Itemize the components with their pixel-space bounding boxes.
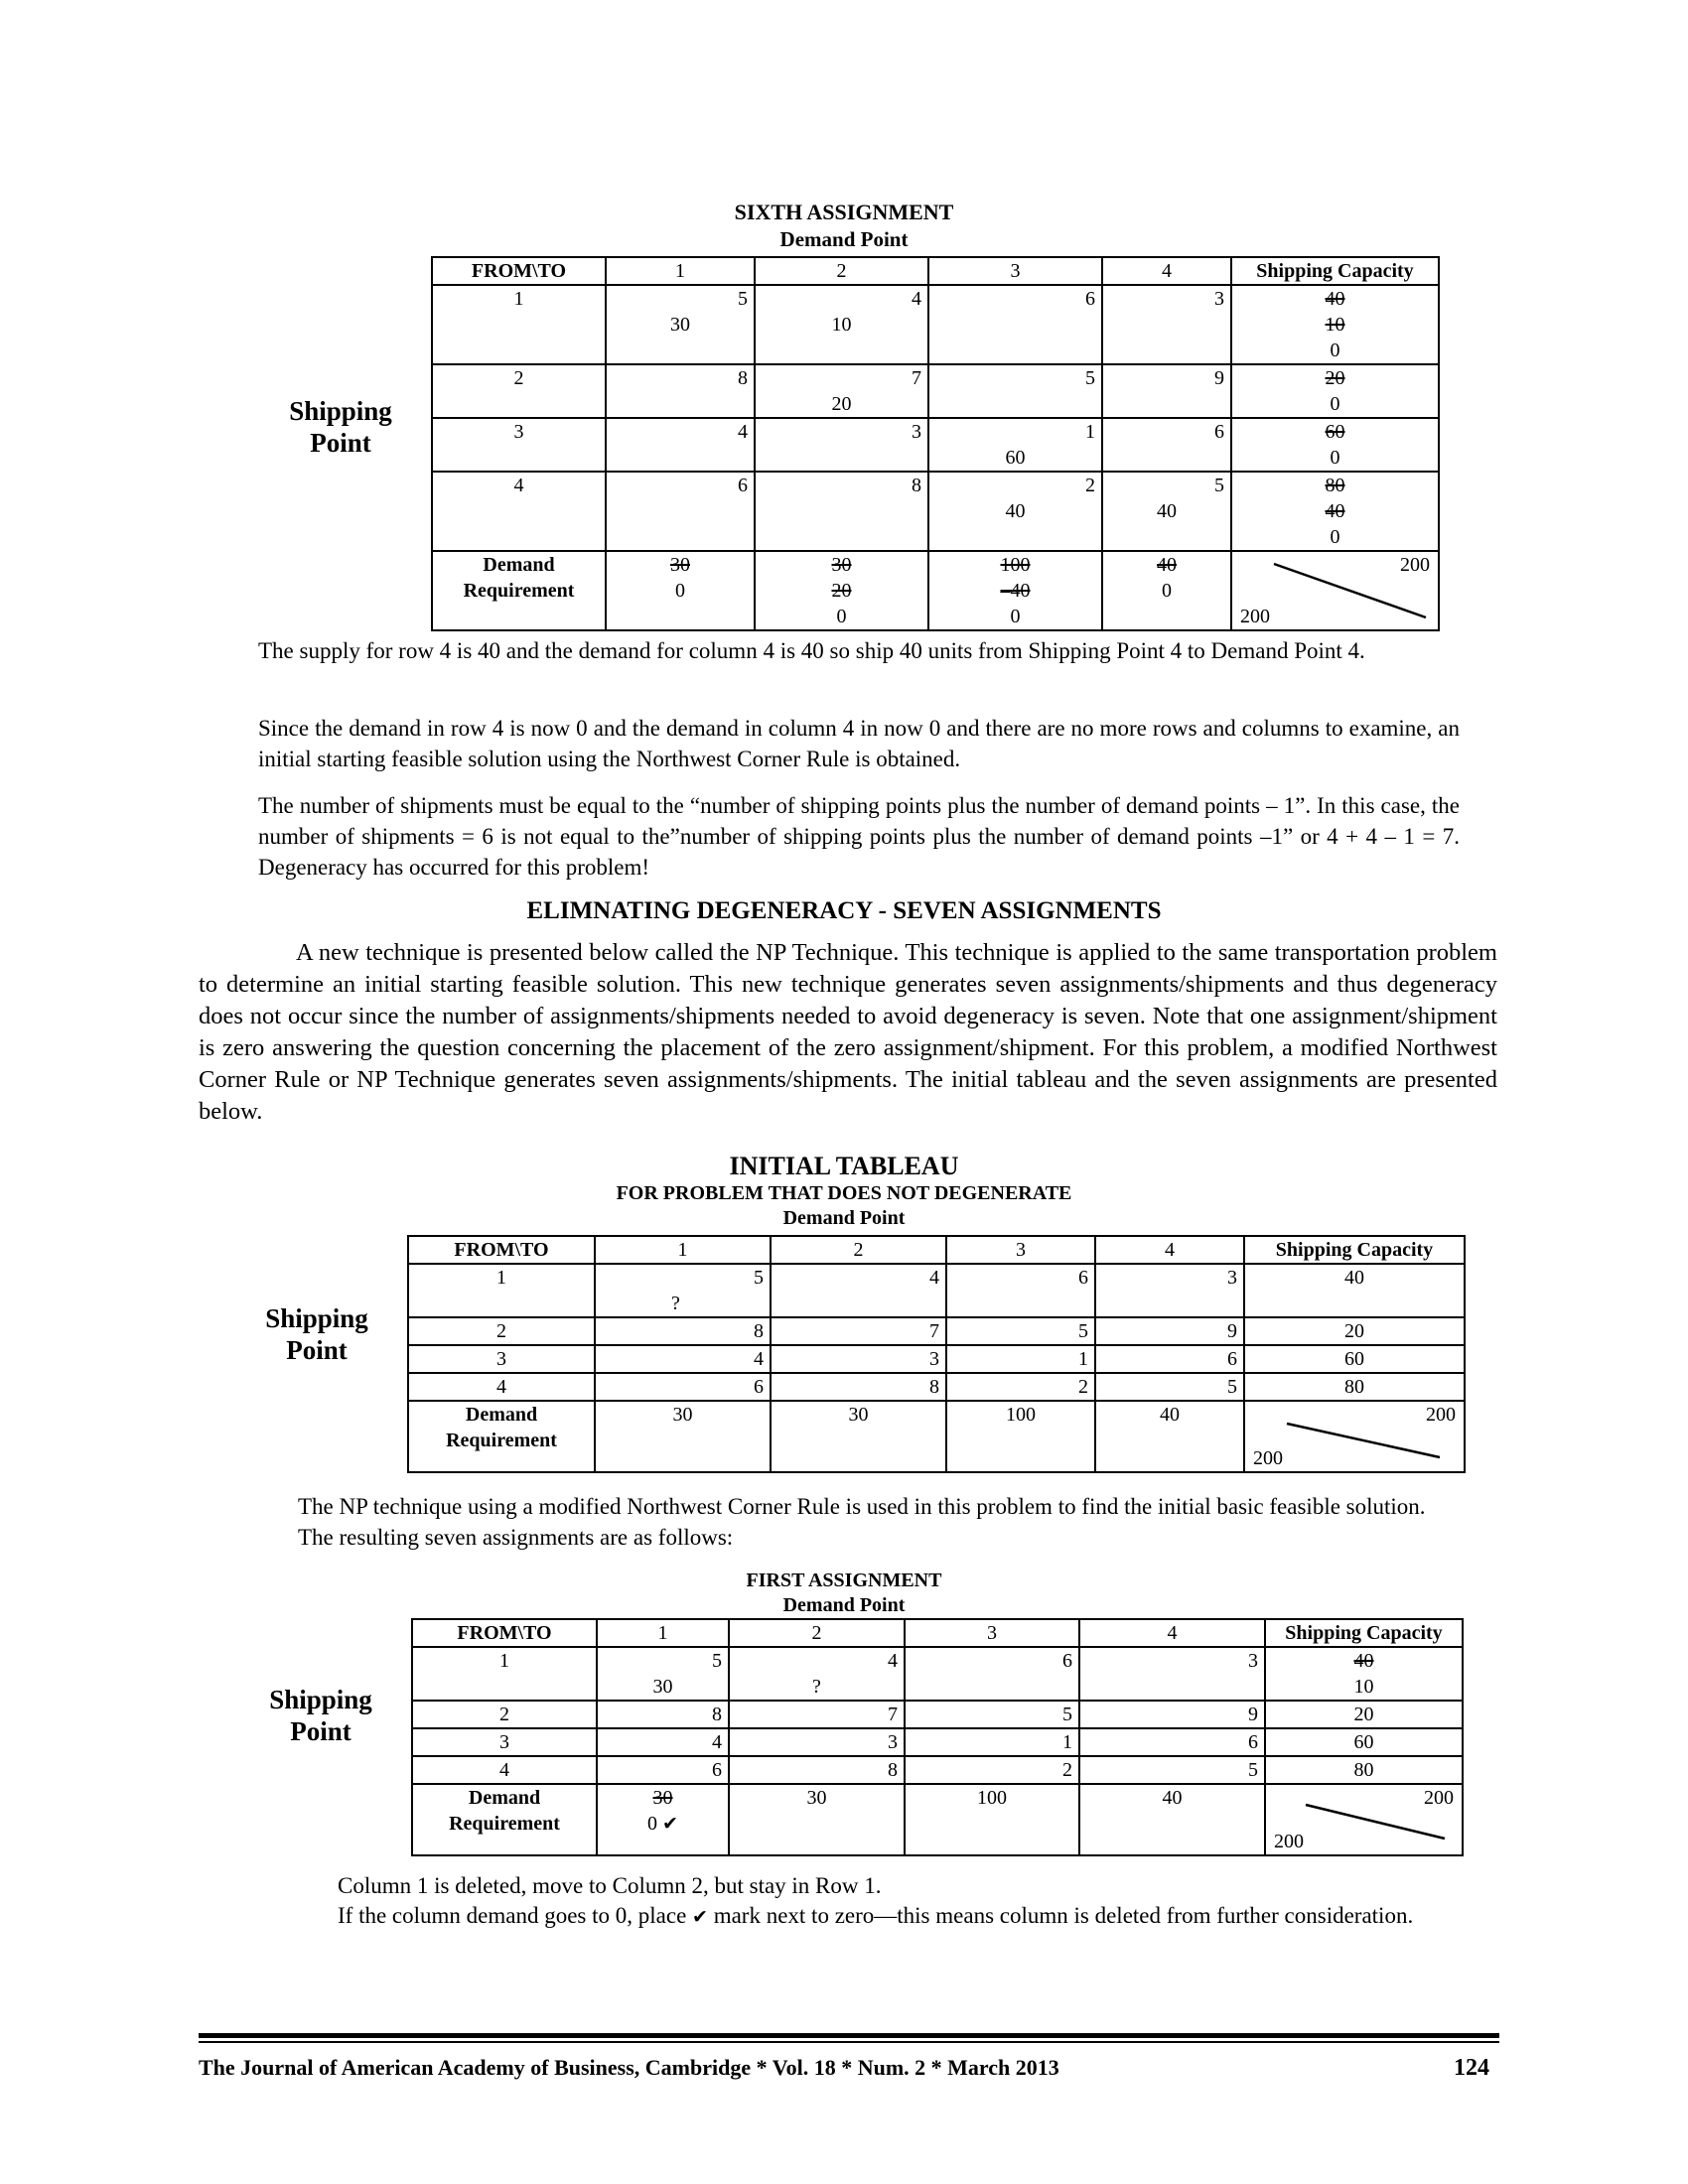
capacity-header: Shipping Capacity bbox=[1244, 1236, 1465, 1264]
demand-row bbox=[408, 1401, 1465, 1472]
table-row bbox=[432, 364, 1439, 418]
paragraph: Since the demand in row 4 is now 0 and the demand in column 4 in now 0 and there are no more rows and columns to examine, an initial starting feasible solution using the Northwest Corner Rule is obtained. bbox=[258, 716, 1460, 771]
note: Column 1 is deleted, move to Column 2, but stay in Row 1. bbox=[338, 1873, 882, 1898]
capacity-cell bbox=[1231, 285, 1439, 364]
capacity-old: 60 bbox=[1325, 421, 1345, 443]
demand-label bbox=[412, 1784, 597, 1855]
cost: 7 bbox=[912, 367, 921, 389]
cost: 6 bbox=[1085, 288, 1095, 310]
demand-row bbox=[432, 551, 1439, 630]
total-demand: 200 bbox=[1253, 1447, 1283, 1469]
total-supply: 200 bbox=[1424, 1787, 1454, 1809]
col-header: 1 bbox=[606, 257, 755, 285]
allocation: 40 bbox=[1157, 500, 1177, 522]
cost: 3 bbox=[1248, 1650, 1258, 1672]
demand-cell bbox=[597, 1784, 729, 1855]
initial-tableau-table bbox=[407, 1235, 1466, 1473]
cell bbox=[606, 364, 755, 418]
col-header: 1 bbox=[595, 1236, 771, 1264]
demand-cell: 40 bbox=[1079, 1784, 1265, 1855]
demand-new: 0 bbox=[1010, 606, 1021, 627]
cell bbox=[597, 1647, 729, 1701]
cost: 6 bbox=[738, 475, 748, 496]
demand-old: 100 bbox=[1000, 554, 1031, 576]
col-header: 4 bbox=[1102, 257, 1231, 285]
cost: 4 bbox=[738, 421, 748, 443]
allocation: 40 bbox=[1005, 500, 1026, 522]
capacity-old: 80 bbox=[1325, 475, 1345, 496]
initial-side-label bbox=[232, 1302, 401, 1366]
cell bbox=[1102, 418, 1231, 472]
row-label: 2 bbox=[412, 1701, 597, 1728]
capacity-new: 0 bbox=[1330, 393, 1340, 415]
total-supply: 200 bbox=[1426, 1404, 1456, 1426]
capacity-cell: 20 bbox=[1244, 1317, 1465, 1345]
cell bbox=[755, 418, 928, 472]
demand-label-line: Requirement bbox=[446, 1430, 557, 1451]
footer-rule bbox=[199, 2041, 1499, 2043]
table-row bbox=[412, 1647, 1463, 1701]
cell bbox=[928, 472, 1102, 551]
side-label-line: Point bbox=[286, 1335, 348, 1365]
demand-cell: 100 bbox=[905, 1784, 1079, 1855]
capacity-old: 40 bbox=[1353, 1650, 1374, 1672]
cost: 3 bbox=[1227, 1267, 1237, 1289]
cost: 8 bbox=[595, 1317, 771, 1345]
side-label-line: Shipping bbox=[265, 1303, 368, 1333]
demand-label bbox=[408, 1401, 595, 1472]
demand-new: 0 bbox=[836, 606, 847, 627]
first-subtitle: Demand Point bbox=[782, 1594, 906, 1616]
table-header-row bbox=[412, 1619, 1463, 1647]
footer-rule bbox=[199, 2033, 1499, 2038]
side-label-line: Point bbox=[310, 428, 371, 458]
capacity-old: 40 bbox=[1325, 500, 1345, 522]
checkmark-icon: ✔ bbox=[662, 1813, 678, 1835]
cost: 4 bbox=[912, 288, 921, 310]
table-row bbox=[432, 472, 1439, 551]
paragraph: The number of shipments must be equal to the “number of shipping points plus the number of demand points – 1”. In this case, the number of shipments = 6 is not equal to the”number of shipping points plus the number of demand points –1” or 4 + 4 – 1 = 7. Degeneracy has occurred for this problem! bbox=[258, 793, 1460, 880]
cost: 8 bbox=[912, 475, 921, 496]
demand-cell bbox=[606, 551, 755, 630]
paragraph: The supply for row 4 is 40 and the demand for column 4 is 40 so ship 40 units from Shipping Point 4 to Demand Point 4. bbox=[258, 638, 1365, 663]
demand-old: 30 bbox=[670, 554, 690, 576]
col-header: 3 bbox=[946, 1236, 1095, 1264]
col-header: 2 bbox=[729, 1619, 905, 1647]
capacity-old: 10 bbox=[1325, 314, 1345, 336]
cost: 2 bbox=[946, 1373, 1095, 1401]
allocation: 10 bbox=[831, 314, 852, 336]
cell bbox=[928, 364, 1102, 418]
journal-citation: The Journal of American Academy of Business, Cambridge * Vol. 18 * Num. 2 * March 2013 bbox=[199, 2055, 1059, 2080]
demand-cell bbox=[1102, 551, 1231, 630]
demand-cell: 100 bbox=[946, 1401, 1095, 1472]
table-row bbox=[412, 1756, 1463, 1784]
cost: 1 bbox=[905, 1728, 1079, 1756]
cost: 6 bbox=[1079, 1728, 1265, 1756]
from-to-header: FROM\TO bbox=[412, 1619, 597, 1647]
cost: 3 bbox=[771, 1345, 946, 1373]
col-header: 3 bbox=[928, 257, 1102, 285]
cost: 6 bbox=[1095, 1345, 1244, 1373]
note bbox=[338, 1900, 1460, 1933]
col-header: 3 bbox=[905, 1619, 1079, 1647]
demand-cell: 30 bbox=[771, 1401, 946, 1472]
cell bbox=[606, 418, 755, 472]
initial-subtitle: FOR PROBLEM THAT DOES NOT DEGENERATE bbox=[616, 1182, 1072, 1204]
cell bbox=[595, 1264, 771, 1317]
table-row bbox=[412, 1701, 1463, 1728]
allocation: 30 bbox=[670, 314, 690, 336]
demand-new: 0 bbox=[1162, 580, 1172, 602]
total-supply: 200 bbox=[1400, 554, 1430, 576]
cost: 5 bbox=[712, 1650, 722, 1672]
row-label: 3 bbox=[432, 418, 606, 472]
cell bbox=[1102, 472, 1231, 551]
cost: 5 bbox=[905, 1701, 1079, 1728]
demand-cell bbox=[755, 551, 928, 630]
cost: 8 bbox=[771, 1373, 946, 1401]
initial-title: INITIAL TABLEAU bbox=[729, 1152, 959, 1180]
sixth-subtitle: Demand Point bbox=[779, 227, 909, 251]
capacity-cell: 80 bbox=[1244, 1373, 1465, 1401]
cell bbox=[729, 1647, 905, 1701]
demand-new: 0 bbox=[647, 1813, 658, 1835]
capacity-cell: 60 bbox=[1265, 1728, 1463, 1756]
table-row bbox=[412, 1728, 1463, 1756]
cost: 1 bbox=[946, 1345, 1095, 1373]
first-title: FIRST ASSIGNMENT bbox=[746, 1570, 942, 1591]
col-header: 4 bbox=[1079, 1619, 1265, 1647]
capacity-cell bbox=[1231, 418, 1439, 472]
cell bbox=[1102, 285, 1231, 364]
total-cell bbox=[1265, 1784, 1463, 1855]
capacity-new: 0 bbox=[1330, 447, 1340, 469]
paragraph: The NP technique using a modified Northwest Corner Rule is used in this problem to find the initial basic feasible solution. The resulting seven assignments are as follows: bbox=[298, 1494, 1426, 1550]
cost: 5 bbox=[738, 288, 748, 310]
cost: 6 bbox=[1078, 1267, 1088, 1289]
demand-old: 20 bbox=[831, 580, 852, 602]
cost: 2 bbox=[1085, 475, 1095, 496]
question-mark: ? bbox=[812, 1676, 821, 1698]
demand-label-line: Requirement bbox=[463, 580, 575, 602]
demand-label bbox=[432, 551, 606, 630]
cost: 5 bbox=[946, 1317, 1095, 1345]
cell bbox=[606, 472, 755, 551]
cost: 6 bbox=[597, 1756, 729, 1784]
row-label: 4 bbox=[408, 1373, 595, 1401]
capacity-new: 0 bbox=[1330, 340, 1340, 361]
row-label: 4 bbox=[432, 472, 606, 551]
from-to-header: FROM\TO bbox=[432, 257, 606, 285]
cost: 3 bbox=[1214, 288, 1224, 310]
table-row bbox=[432, 418, 1439, 472]
side-label-line: Shipping bbox=[289, 396, 392, 426]
checkmark-icon: ✔ bbox=[692, 1906, 708, 1928]
total-cell bbox=[1244, 1401, 1465, 1472]
initial-subtitle-2: Demand Point bbox=[782, 1207, 906, 1229]
cell bbox=[946, 1264, 1095, 1317]
cell bbox=[755, 472, 928, 551]
table-header-row bbox=[408, 1236, 1465, 1264]
side-label-line: Shipping bbox=[269, 1685, 372, 1714]
cost: 9 bbox=[1095, 1317, 1244, 1345]
col-header: 4 bbox=[1095, 1236, 1244, 1264]
cost: 6 bbox=[595, 1373, 771, 1401]
side-label-line: Point bbox=[290, 1716, 352, 1746]
cost: 4 bbox=[929, 1267, 939, 1289]
demand-label-line: Demand bbox=[468, 1787, 541, 1809]
demand-new: 0 bbox=[675, 580, 685, 602]
capacity-cell: 60 bbox=[1244, 1345, 1465, 1373]
allocation: 60 bbox=[1005, 447, 1026, 469]
row-label: 1 bbox=[432, 285, 606, 364]
demand-row bbox=[412, 1784, 1463, 1855]
col-header: 2 bbox=[771, 1236, 946, 1264]
row-label: 1 bbox=[408, 1264, 595, 1317]
cost: 8 bbox=[729, 1756, 905, 1784]
row-label: 2 bbox=[432, 364, 606, 418]
capacity-header: Shipping Capacity bbox=[1265, 1619, 1463, 1647]
demand-label-line: Demand bbox=[483, 554, 555, 576]
cost: 5 bbox=[754, 1267, 764, 1289]
demand-old: 30 bbox=[831, 554, 852, 576]
capacity-cell bbox=[1231, 364, 1439, 418]
cell bbox=[928, 285, 1102, 364]
cost: 7 bbox=[771, 1317, 946, 1345]
table-row bbox=[408, 1264, 1465, 1317]
cost: 5 bbox=[1214, 475, 1224, 496]
row-label: 2 bbox=[408, 1317, 595, 1345]
capacity-new: 0 bbox=[1330, 526, 1340, 548]
cost: 4 bbox=[888, 1650, 898, 1672]
total-demand: 200 bbox=[1240, 606, 1270, 627]
capacity-cell: 20 bbox=[1265, 1701, 1463, 1728]
cell bbox=[928, 418, 1102, 472]
capacity-header: Shipping Capacity bbox=[1231, 257, 1439, 285]
table-row bbox=[408, 1373, 1465, 1401]
row-label: 1 bbox=[412, 1647, 597, 1701]
capacity-cell: 40 bbox=[1244, 1264, 1465, 1317]
cell bbox=[755, 364, 928, 418]
question-mark: ? bbox=[671, 1293, 680, 1314]
allocation: 20 bbox=[831, 393, 852, 415]
table-header-row bbox=[432, 257, 1439, 285]
demand-cell: 40 bbox=[1095, 1401, 1244, 1472]
cell bbox=[755, 285, 928, 364]
cost: 5 bbox=[1079, 1756, 1265, 1784]
cost: 9 bbox=[1214, 367, 1224, 389]
cost: 3 bbox=[729, 1728, 905, 1756]
cost: 3 bbox=[912, 421, 921, 443]
table-row bbox=[408, 1345, 1465, 1373]
cost: 2 bbox=[905, 1756, 1079, 1784]
col-header: 2 bbox=[755, 257, 928, 285]
first-assignment-table bbox=[411, 1618, 1464, 1856]
cost: 4 bbox=[595, 1345, 771, 1373]
first-side-label bbox=[236, 1684, 405, 1747]
cost: 8 bbox=[597, 1701, 729, 1728]
cost: 5 bbox=[1095, 1373, 1244, 1401]
cost: 8 bbox=[738, 367, 748, 389]
demand-old: 40 bbox=[1157, 554, 1177, 576]
cell bbox=[1079, 1647, 1265, 1701]
table-row bbox=[408, 1317, 1465, 1345]
demand-cell: 30 bbox=[595, 1401, 771, 1472]
cost: 6 bbox=[1062, 1650, 1072, 1672]
capacity-old: 20 bbox=[1325, 367, 1345, 389]
note-text: If the column demand goes to 0, place bbox=[338, 1903, 687, 1928]
demand-old: 30 bbox=[652, 1787, 673, 1809]
row-label: 3 bbox=[412, 1728, 597, 1756]
demand-label-line: Demand bbox=[465, 1404, 538, 1426]
demand-label-line: Requirement bbox=[449, 1813, 560, 1835]
cell bbox=[1095, 1264, 1244, 1317]
page-number: 124 bbox=[1454, 2055, 1489, 2081]
cell bbox=[606, 285, 755, 364]
capacity-new: 10 bbox=[1353, 1676, 1374, 1698]
demand-cell bbox=[928, 551, 1102, 630]
demand-new-with-check bbox=[604, 1811, 722, 1837]
total-cell bbox=[1231, 551, 1439, 630]
cell bbox=[1102, 364, 1231, 418]
table-row bbox=[432, 285, 1439, 364]
cost: 1 bbox=[1085, 421, 1095, 443]
paragraph: A new technique is presented below called the NP Technique. This technique is applied to the same transportation problem to determine an initial starting feasible solution. This new technique generates seven assignments/shipments and thus degeneracy does not occur since the number of assignments/shipments needed to avoid degeneracy is seven. Note that one assignment/shipment is zero answering the question concerning the placement of the zero assignment/shipment. For this problem, a modified Northwest Corner Rule or NP Technique generates seven assignments/shipments. The initial tableau and the seven assignments are presented below. bbox=[199, 939, 1497, 1125]
from-to-header: FROM\TO bbox=[408, 1236, 595, 1264]
cost: 4 bbox=[597, 1728, 729, 1756]
capacity-cell: 80 bbox=[1265, 1756, 1463, 1784]
allocation: 30 bbox=[652, 1676, 673, 1698]
cost: 5 bbox=[1085, 367, 1095, 389]
col-header: 1 bbox=[597, 1619, 729, 1647]
sixth-side-label bbox=[256, 395, 425, 459]
demand-cell: 30 bbox=[729, 1784, 905, 1855]
capacity-old: 40 bbox=[1325, 288, 1345, 310]
cost: 6 bbox=[1214, 421, 1224, 443]
cost: 7 bbox=[729, 1701, 905, 1728]
total-demand: 200 bbox=[1274, 1831, 1304, 1852]
capacity-cell bbox=[1231, 472, 1439, 551]
demand-old: –40 bbox=[1000, 580, 1031, 602]
capacity-cell bbox=[1265, 1647, 1463, 1701]
section-heading: ELIMNATING DEGENERACY - SEVEN ASSIGNMENTS bbox=[526, 897, 1162, 924]
cost: 9 bbox=[1079, 1701, 1265, 1728]
sixth-assignment-table bbox=[431, 256, 1440, 631]
row-label: 3 bbox=[408, 1345, 595, 1373]
row-label: 4 bbox=[412, 1756, 597, 1784]
note-text: mark next to zero—this means column is deleted from further consideration. bbox=[713, 1903, 1414, 1928]
cell bbox=[771, 1264, 946, 1317]
cell bbox=[905, 1647, 1079, 1701]
sixth-title: SIXTH ASSIGNMENT bbox=[734, 200, 954, 224]
